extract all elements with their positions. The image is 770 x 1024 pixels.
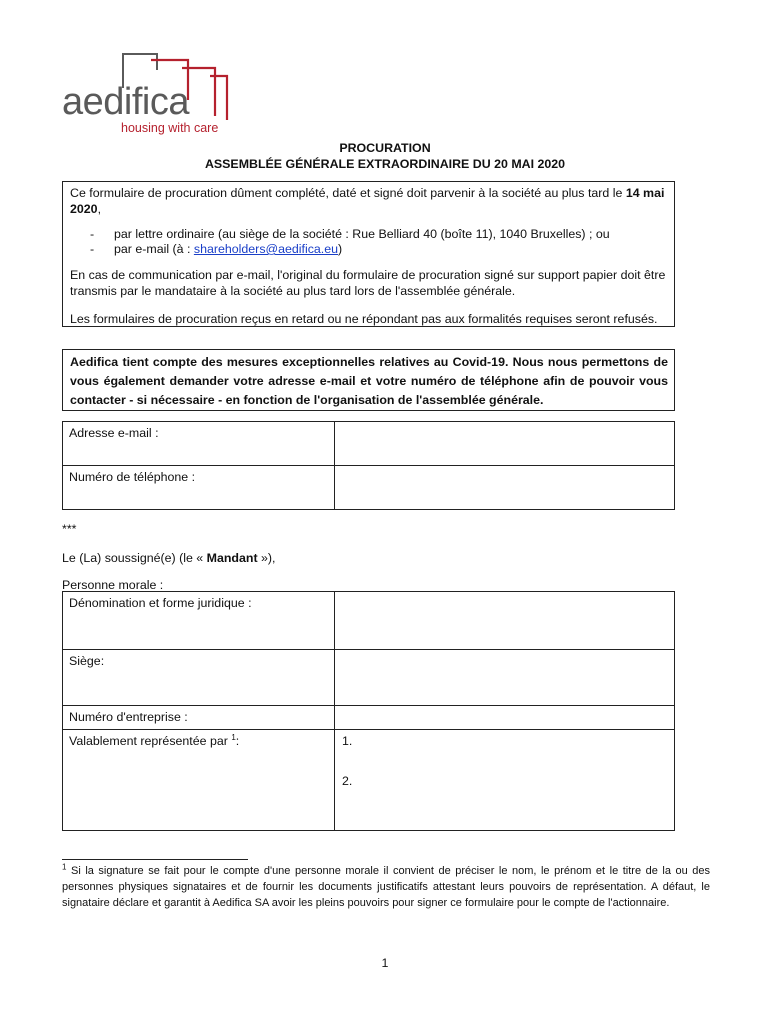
document-subtitle: ASSEMBLÉE GÉNÉRALE EXTRAORDINAIRE DU 20 MAI 2020 [204,157,566,171]
logo-tagline: housing with care [121,121,219,135]
bullet-dash: - [90,242,95,256]
intro-end: , [97,202,102,216]
enterprise-number-label: Numéro d'entreprise : [63,706,335,730]
representatives-input-cell[interactable] [335,730,675,831]
enterprise-number-input-cell[interactable] [335,706,675,730]
shareholders-email-link[interactable]: shareholders@aedifica.eu [193,242,339,256]
phone-label: Numéro de téléphone : [63,466,335,510]
instructions-box [62,181,675,327]
separator-stars: *** [62,522,77,536]
bullet-email-prefix: par e-mail (à : [114,242,194,256]
siege-input-cell[interactable] [335,650,675,706]
phone-input-cell[interactable] [335,466,675,510]
legal-entity-heading: Personne morale : [62,578,164,592]
bullet-email [114,241,674,257]
footnote [62,863,710,911]
footnote-text: Si la signature se fait pour le compte d'une personne morale il convient de préciser le nom, le prénom et le titre de la ou des personnes physiques signataires et de fournir les documents justificatifs attestant leurs pouvoirs de représentation. A défaut, le signataire déclare et garantit à Aedifica SA avoir les pleins pouvoirs pour signer ce formulaire pour le compte de l'actionnaire. [62,865,710,909]
mandant-prefix: Le (La) soussigné(e) (le « [62,551,207,565]
deadline-date: 14 mai 2020 [70,186,665,216]
represented-by-text: Valablement représentée par [69,734,232,748]
covid-notice-text: Aedifica tient compte des mesures exceptionnelles relatives au Covid-19. Nous nous permettons de vous également demander votre adresse e-mail et votre numéro de téléphone afin de pouvoir vous contacter - si nécessaire - en fonction de l'organisation de l'assemblée générale. [70,355,668,407]
mandant-line [62,550,275,566]
email-input-cell[interactable] [335,422,675,466]
representative-1: 1. [342,734,353,748]
represented-by-label [63,730,335,831]
footnote-marker: 1 [62,862,67,872]
mandant-term: Mandant [206,551,258,565]
denomination-input-cell[interactable] [335,592,675,650]
document-title: PROCURATION [339,141,431,155]
footnote-rule [62,859,248,860]
mandant-suffix: »), [257,551,276,565]
email-original-paragraph: En cas de communication par e-mail, l'original du formulaire de procuration signé sur support papier doit être transmis par le mandataire à la société au plus tard lors de l'assemblée générale. [70,268,666,298]
bullet-postal: par lettre ordinaire (au siège de la société : Rue Belliard 40 (boîte 11), 1040 Bruxelles) ; ou [114,227,610,241]
covid-notice-box [62,349,675,411]
denomination-label: Dénomination et forme juridique : [63,592,335,650]
bullet-dash: - [90,227,95,241]
siege-label: Siège: [63,650,335,706]
legal-entity-table [62,591,675,831]
footnote-ref: 1 [231,732,236,742]
contact-table [62,421,675,510]
late-forms-paragraph: Les formulaires de procuration reçus en retard ou ne répondant pas aux formalités requises seront refusés. [70,312,658,326]
representative-2: 2. [342,774,353,788]
instructions-intro [70,185,670,217]
intro-text: Ce formulaire de procuration dûment complété, daté et signé doit parvenir à la société au plus tard le [70,186,626,200]
bullet-email-suffix: ) [338,242,343,256]
represented-colon: : [235,734,240,748]
page-number: 1 [381,956,389,970]
email-label: Adresse e-mail : [63,422,335,466]
logo-wordmark: aedifica [62,81,189,123]
